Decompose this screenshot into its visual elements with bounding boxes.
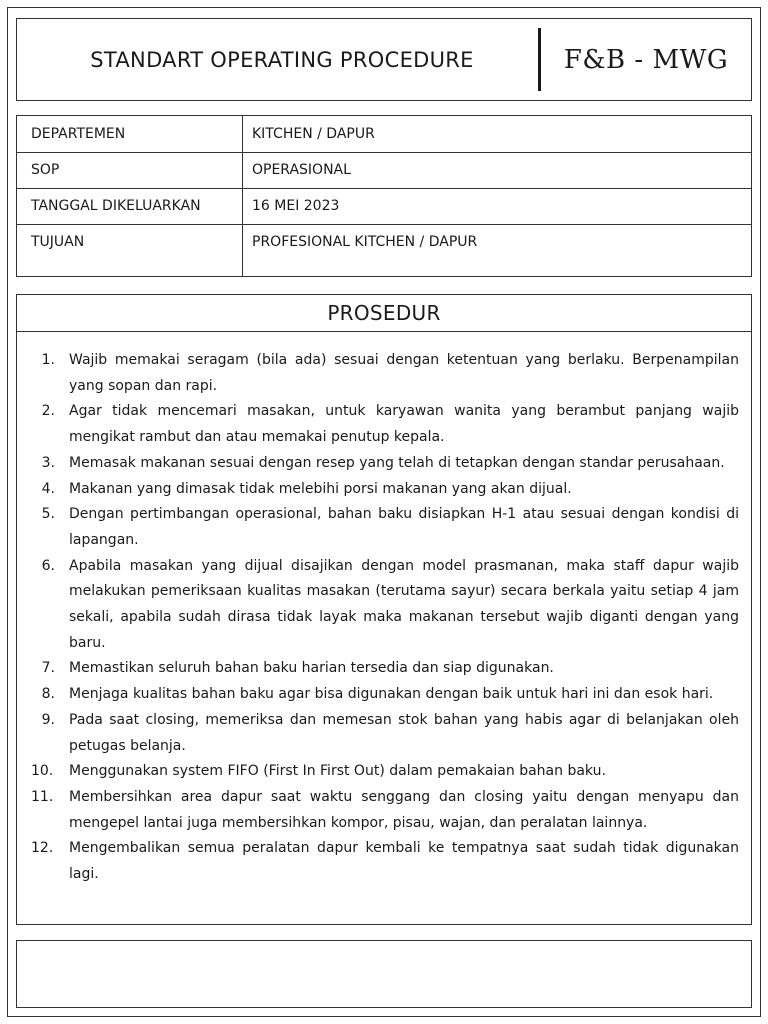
info-label: DEPARTEMEN xyxy=(17,116,243,152)
list-item xyxy=(31,554,739,657)
info-label: TUJUAN xyxy=(17,224,243,276)
info-value: KITCHEN / DAPUR xyxy=(252,126,375,142)
item-number: 6. xyxy=(41,557,55,574)
item-number: 2. xyxy=(41,403,55,420)
list-item xyxy=(31,348,739,399)
item-number: 12. xyxy=(31,840,54,857)
item-text: Menjaga kualitas bahan baku agar bisa digunakan dengan baik untuk hari ini dan esok hari. xyxy=(69,686,714,703)
item-number: 5. xyxy=(41,506,55,523)
item-number: 9. xyxy=(41,711,55,728)
item-number: 10. xyxy=(31,763,54,780)
item-text: Memastikan seluruh bahan baku harian tersedia dan siap digunakan. xyxy=(69,660,554,677)
item-text: Menggunakan system FIFO (First In First Out) dalam pemakaian bahan baku. xyxy=(69,763,606,780)
item-text: Makanan yang dimasak tidak melebihi porsi makanan yang akan dijual. xyxy=(69,480,572,497)
list-item xyxy=(31,502,739,553)
list-item xyxy=(31,477,739,503)
procedure-heading: PROSEDUR xyxy=(17,295,751,332)
item-number: 7. xyxy=(41,660,55,677)
item-number: 3. xyxy=(41,454,55,471)
item-text: Wajib memakai seragam (bila ada) sesuai dengan ketentuan yang berlaku. Berpenampilan yang sopan dan rapi. xyxy=(69,352,739,394)
info-label: SOP xyxy=(17,152,243,188)
info-value: 16 MEI 2023 xyxy=(252,198,340,214)
info-value: PROFESIONAL KITCHEN / DAPUR xyxy=(252,234,478,250)
item-number: 4. xyxy=(41,480,55,497)
info-value: OPERASIONAL xyxy=(252,162,351,178)
item-number: 1. xyxy=(41,352,55,368)
list-item xyxy=(31,399,739,450)
list-item xyxy=(31,785,739,836)
item-text: Apabila masakan yang dijual disajikan dengan model prasmanan, maka staff dapur wajib melakukan pemeriksaan kualitas masakan (terutama sayur) secara berkala yaitu setiap 4 jam sekali, apabila sudah dirasa tidak layak maka makanan tersebut wajib diganti dengan yang baru. xyxy=(69,557,739,651)
info-table xyxy=(16,115,752,277)
info-row-sop xyxy=(17,152,751,189)
list-item xyxy=(31,836,739,887)
list-item xyxy=(31,708,739,759)
procedure-section xyxy=(16,294,752,925)
document-title: STANDART OPERATING PROCEDURE xyxy=(90,47,474,72)
procedure-list xyxy=(17,332,751,888)
list-item xyxy=(31,451,739,477)
item-number: 11. xyxy=(31,788,54,805)
info-label: TANGGAL DIKELUARKAN xyxy=(17,188,243,224)
item-text: Dengan pertimbangan operasional, bahan baku disiapkan H-1 atau sesuai dengan kondisi di lapangan. xyxy=(69,506,739,548)
item-number: 8. xyxy=(41,686,55,703)
item-text: Membersihkan area dapur saat waktu senggang dan closing yaitu dengan menyapu dan mengepel lantai juga membersihkan kompor, pisau, wajan, dan peralatan lainnya. xyxy=(69,788,739,831)
info-row-departemen xyxy=(17,116,751,153)
item-text: Mengembalikan semua peralatan dapur kembali ke tempatnya saat sudah tidak digunakan lagi. xyxy=(69,840,739,883)
footer-box xyxy=(16,940,752,1008)
document-header xyxy=(16,18,752,101)
item-text: Memasak makanan sesuai dengan resep yang telah di tetapkan dengan standar perusahaan. xyxy=(69,454,725,471)
document-code: F&B - MWG xyxy=(563,44,729,75)
list-item xyxy=(31,682,739,708)
list-item xyxy=(31,759,739,785)
info-row-tujuan xyxy=(17,224,751,276)
item-text: Pada saat closing, memeriksa dan memesan stok bahan yang habis agar di belanjakan oleh petugas belanja. xyxy=(69,711,739,754)
info-row-tanggal xyxy=(17,188,751,225)
item-text: Agar tidak mencemari masakan, untuk karyawan wanita yang berambut panjang wajib mengikat rambut dan atau memakai penutup kepala. xyxy=(69,403,739,446)
list-item xyxy=(31,656,739,682)
